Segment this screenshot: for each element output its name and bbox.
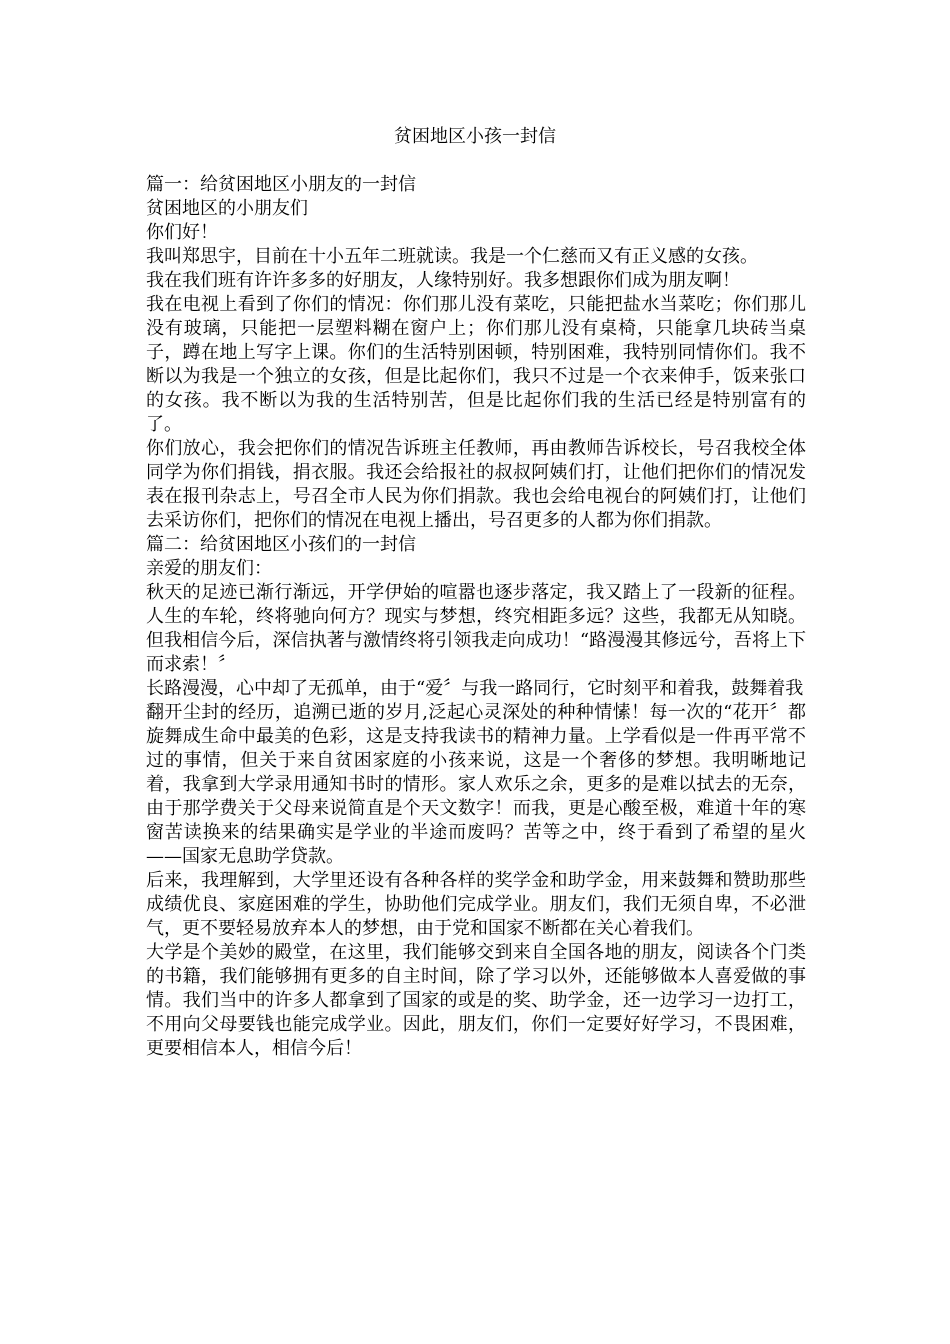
paragraph: 我叫郑思宇，目前在十小五年二班就读。我是一个仁慈而又有正义感的女孩。 — [146, 246, 758, 267]
paragraph: 大学是个美妙的殿堂，在这里，我们能够交到来自全国各地的朋友，阅读各个门类的书籍，我们能够拥有更多的自主时间，除了学习以外，还能够做本人喜爱做的事情。我们当中的许多人都拿到了国家的或是的奖、助学金，还一边学习一边打工，不用向父母要钱也能完成学业。因此，朋友们，你们一定要好好学习，不畏困难，更要相信本人，相信今后！ — [146, 942, 806, 1059]
section-heading: 篇一：给贫困地区小朋友的一封信 — [146, 174, 416, 195]
paragraph: 你们放心，我会把你们的情况告诉班主任教师，再由教师告诉校长，号召我校全体同学为你们捐钱，捐衣服。我还会给报社的叔叔阿姨们打，让他们把你们的情况发表在报刊杂志上，号召全市人民为你们捐款。我也会给电视台的阿姨们打，让他们去采访你们，把你们的情况在电视上播出，号召更多的人都为你们捐款。 — [146, 438, 806, 531]
section-heading: 篇二：给贫困地区小孩们的一封信 — [146, 534, 416, 555]
paragraph: 翻开尘封的经历，追溯已逝的岁月,泛起心灵深处的种种情愫！每一次的“花开〞都旋舞成生命中最美的色彩，这是支持我读书的精神力量。上学看似是一件再平常不过的事情，但关于来自贫困家庭的小孩来说，这是一个奢侈的梦想。我明晰地记着，我拿到大学录用通知书时的情形。家人欢乐之余，更多的是难以拭去的无奈，由于那学费关于父母来说简直是个天文数字！而我，更是心酸至极，难道十年的寒窗苦读换来的结果确实是学业的半途而废吗？苦等之中，终于看到了希望的星火——国家无息助学贷款。 — [146, 702, 806, 867]
salutation: 亲爱的朋友们： — [146, 558, 272, 579]
salutation: 贫困地区的小朋友们 — [146, 198, 308, 219]
document-body — [146, 173, 806, 1061]
document-title: 贫困地区小孩一封信 — [394, 126, 556, 147]
paragraph: 长路漫漫，心中却了无孤单，由于“爱〞与我一路同行，它时刻平和着我，鼓舞着我 — [146, 678, 804, 699]
paragraph: 我在电视上看到了你们的情况：你们那儿没有菜吃，只能把盐水当菜吃；你们那儿没有玻璃，只能把一层塑料糊在窗户上；你们那儿没有桌椅，只能拿几块砖当桌子，蹲在地上写字上课。你们的生活特别困顿，特别困难，我特别同情你们。我不断以为我是一个独立的女孩，但是比起你们，我只不过是一个衣来伸手，饭来张口的女孩。我不断以为我的生活特别苦，但是比起你们我的生活已经是特别富有的了。 — [146, 294, 806, 435]
paragraph: 后来，我理解到，大学里还设有各种各样的奖学金和助学金，用来鼓舞和赞助那些成绩优良、家庭困难的学生，协助他们完成学业。朋友们，我们无须自卑，不必泄气，更不要轻易放弃本人的梦想，由于党和国家不断都在关心着我们。 — [146, 870, 806, 939]
paragraph: 我在我们班有许许多多的好朋友，人缘特别好。我多想跟你们成为朋友啊！ — [146, 270, 740, 291]
paragraph: 秋天的足迹已渐行渐远，开学伊始的喧嚣也逐步落定，我又踏上了一段新的征程。人生的车轮，终将驰向何方？现实与梦想，终究相距多远？这些，我都无从知晓。但我相信今后，深信执著与激情终将引领我走向成功！“路漫漫其修远兮，吾将上下而求索！〞 — [146, 582, 806, 675]
greeting: 你们好！ — [146, 222, 218, 243]
